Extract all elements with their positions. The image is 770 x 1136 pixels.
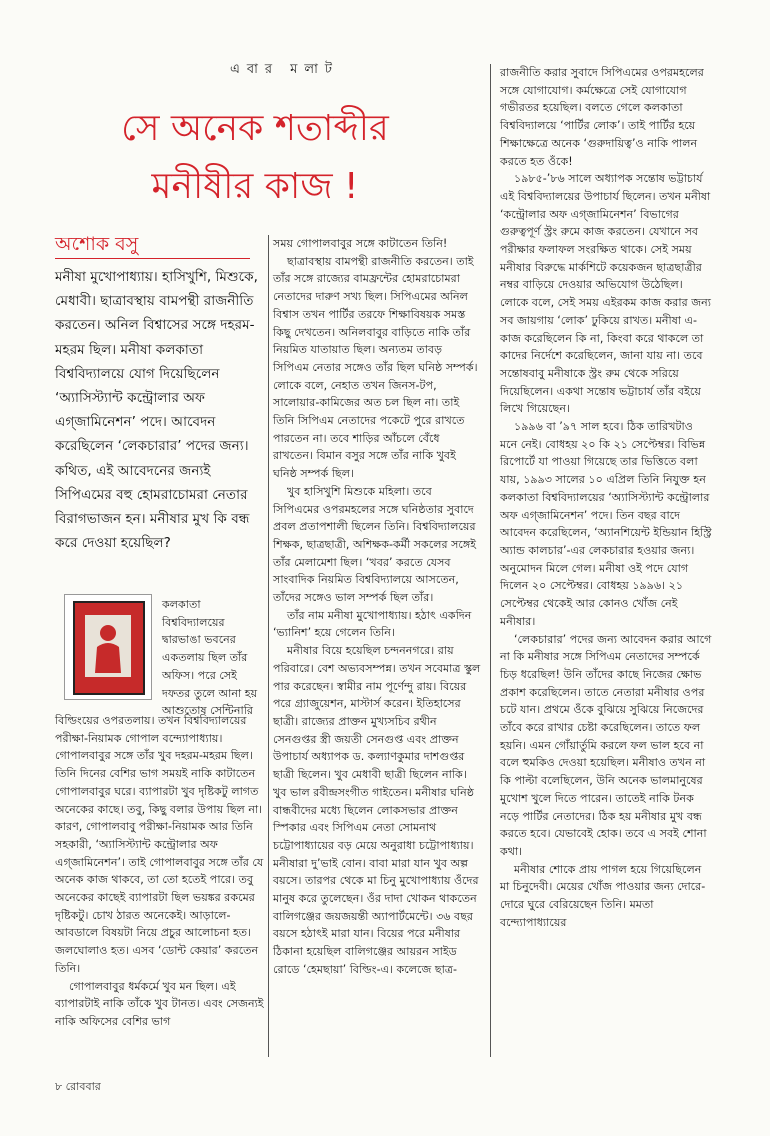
column-1 bbox=[55, 712, 265, 1031]
person-silhouette-icon bbox=[85, 615, 131, 677]
section-kicker: এবার মলাট bbox=[230, 62, 339, 77]
paragraph: তাঁর নাম মনীষা মুখোপাধ্যায়। হঠাৎ একদিন ‘ভ্যানিশ’ হয়ে গেলেন তিনি। bbox=[273, 608, 472, 640]
paragraph: ১৯৯৬ বা ’৯৭ সাল হবে। ঠিক তারিখটাও মনে নেই। বোধহয় ২০ কি ২১ সেপ্টেম্বর। বিভিন্ন রিপোর্টে যা পাওয়া গিয়েছে তার ভিত্তিতে বলা যায়, ১৯৯৩ সালের ১০ এপ্রিল তিনি নিযুক্ত হন কলকাতা বিশ্ববিদ্যালয়ের ‘অ্যাসিস্ট্যান্ট কন্ট্রোলার অফ এগ্জামিনেশন’ পদে। তিন বছর বাদে আবেদন করেছিলেন, ‘অ্যানশিয়েন্ট ইন্ডিয়ান হিস্ট্রি অ্যান্ড কালচার’-এর লেকচারার হওয়ার জন্য। অনুমোদন মিলে গেল। মনীষা ওই পদে যোগ দিলেন ২০ সেপ্টেম্বর। বোধহয় ১৯৯৬। ২১ সেপ্টেম্বর থেকেই আর কোনও খোঁজ নেই মনীষার। bbox=[500, 420, 712, 628]
paragraph: ১৯৮৫-’৮৬ সালে অধ্যাপক সন্তোষ ভট্টাচার্য এই বিশ্ববিদ্যালয়ের উপাচার্য ছিলেন। তখন মনীষা ‘কন্ট্রোলার অফ এগ্জামিনেশন’ বিভাগের গুরুত্বপূর্ণ স্ট্রং রুমে কাজ করতেন। যেখানে সব পরীক্ষার ফলাফল সংরক্ষিত থাকে। সেই সময় মনীষার বিরুদ্ধে মার্কশিটে কয়েকজন ছাত্রছাত্রীর নম্বর বাড়িয়ে দেওয়ার অভিযোগ উঠেছিল। লোকে বলে, সেই সময় এইরকম কাজ করার জন্য সব জায়গায় ‘লোক’ ঢুকিয়ে রাখত। মনীষা এ-কাজ করেছিলেন কি না, কিংবা করে থাকলে তা কাদের নির্দেশে করেছিলেন, জানা যায় না। তবে সন্তোষবাবু মনীষাকে স্ট্রং রুম থেকে সরিয়ে দিয়েছিলেন। একথা সন্তোষ ভট্টাচার্য তাঁর বইয়ে লিখে গিয়েছেন। bbox=[500, 172, 712, 416]
paragraph: সময় গোপালবাবুর সঙ্গে কাটাতেন তিনি! bbox=[273, 237, 448, 250]
column-divider bbox=[268, 235, 269, 1057]
paragraph: মনীষার শোকে প্রায় পাগল হয়ে গিয়েছিলেন মা চিনুদেবী। মেয়ের খোঁজ পাওয়ার জন্য দোরে-দোরে ঘুরে বেরিয়েছেন তিনি। মমতা বন্দ্যোপাধ্যায়ের bbox=[500, 862, 706, 929]
column-3 bbox=[500, 64, 712, 931]
column-1-wrap-text bbox=[162, 596, 264, 720]
lead-paragraph: মনীষা মুখোপাধ্যায়। হাসিখুশি, মিশুকে, মেধাবী। ছাত্রাবস্থায় বামপন্থী রাজনীতি করতেন। অনিল বিশ্বাসের সঙ্গে দহরম-মহরম ছিল। মনীষা কলকাতা বিশ্ববিদ্যালয়ে যোগ দিয়েছিলেন ‘অ্যাসিস্ট্যান্ট কন্ট্রোলার অফ এগ্জামিনেশন’ পদে। আবেদন করেছিলেন ‘লেকচারার’ পদের জন্য। কথিত, এই আবেদনের জন্যই সিপিএমের বহু হোমরাচোমরা নেতার বিরাগভাজন হন। মনীষার মুখ কি বন্ধ করে দেওয়া হয়েছিল? bbox=[55, 269, 258, 552]
paragraph: খুব হাসিখুশি মিশুকে মহিলা। তবে সিপিএমের ওপরমহলের সঙ্গে ঘনিষ্ঠতার সুবাদে প্রবল প্রতাপশালী ছিলেন তিনি। বিশ্ববিদ্যালয়ের শিক্ষক, ছাত্রছাত্রী, অশিক্ষক-কর্মী সকলের সঙ্গেই তাঁর মেলামেশা ছিল। ‘খবর’ করতে যেসব সাংবাদিক নিয়মিত বিশ্ববিদ্যালয়ে আসতেন, তাঁদের সঙ্গেও ভাল সম্পর্ক ছিল তাঁর। bbox=[273, 484, 477, 605]
portrait-photo-icon bbox=[64, 594, 152, 700]
headline-line-1: সে অনেক শতাব্দীর bbox=[121, 108, 389, 149]
photo-frame bbox=[73, 601, 145, 695]
column-divider bbox=[490, 64, 491, 1057]
photo-inner bbox=[85, 615, 131, 677]
paragraph: বিল্ডিংয়ের ওপরতলায়। তখন বিশ্ববিদ্যালয়ের পরীক্ষা-নিয়ামক গোপাল বন্দ্যোপাধ্যায়। গোপালবাবুর সঙ্গে তাঁর খুব দহরম-মহরম ছিল। তিনি দিনের বেশির ভাগ সময়ই নাকি কাটাতেন গোপালবাবুর ঘরে। ব্যাপারটা খুব দৃষ্টিকটু লাগত অনেকের কাছে। তবু, কিছু বলার উপায় ছিল না। কারণ, গোপালবাবু পরীক্ষা-নিয়ামক আর তিনি সহকারী, ‘অ্যাসিস্ট্যান্ট কন্ট্রোলার অফ এগ্জামিনেশন’। তাই গোপালবাবুর সঙ্গে তাঁর যে অনেক কাজ থাকবে, তা তো হতেই পারে। তবু অনেকের কাছেই ব্যাপারটা ছিল ভয়ঙ্কর রকমের দৃষ্টিকটু। চোখ ঠারত অনেকেই। আড়ালে-আবডালে বিষয়টা নিয়ে প্রচুর আলোচনা হত। জলঘোলাও হত। এসব ‘ডোন্ট কেয়ার’ করতেন তিনি। bbox=[55, 714, 264, 975]
paragraph: গোপালবাবুর ধর্মকর্মে খুব মন ছিল। এই ব্যাপারটাই নাকি তাঁকে খুব টানত। এবং সেজন্যই নাকি অফিসের বেশির ভাগ bbox=[55, 979, 264, 1028]
author-byline: অশোক বসু bbox=[55, 233, 139, 255]
page-folio: ৮ রোববার bbox=[55, 1080, 101, 1093]
column-2 bbox=[273, 235, 481, 979]
paragraph: ‘লেকচারার’ পদের জন্য আবেদন করার আগে না কি মনীষার সঙ্গে সিপিএম নেতাদের সম্পর্কে চিড় ধরেছিল! উনি তাঁদের কাছে নিজের ক্ষোভ প্রকাশ করেছিলেন। তাতে নেতারা মনীষার ওপর চটে যান। প্রথমে ওঁকে বুঝিয়ে সুঝিয়ে নিজেদের তাঁবে করে রাখার চেষ্টা করেছিলেন। তাতে ফল হয়নি। এমন গোঁয়ার্তুমি করলে ফল ভাল হবে না বলে হুমকিও দেওয়া হয়েছিল। মনীষাও তখন না কি পাল্টা বলেছিলেন, উনি অনেক ভালমানুষের মুখোশ খুলে দিতে পারেন। তাতেই নাকি টনক নড়ে পার্টির নেতাদের। ঠিক হয় মনীষার মুখ বন্ধ করতে হবে। যেভাবেই হোক। তবে এ সবই শোনা কথা। bbox=[500, 632, 712, 858]
paragraph: ছাত্রাবস্থায় বামপন্থী রাজনীতি করতেন। তাই তাঁর সঙ্গে রাজ্যের বামফ্রন্টের হোমরাচোমরা নেতাদের দারুণ সখ্য ছিল। সিপিএমের অনিল বিশ্বাস তখন পার্টির তরফে শিক্ষাবিষয়ক সমস্ত কিছু দেখতেন। অনিলবাবুর বাড়িতে নাকি তাঁর নিয়মিত যাতায়াত ছিল। অন্যতম তাবড় সিপিএম নেতার সঙ্গেও তাঁর ছিল ঘনিষ্ঠ সম্পর্ক। লোকে বলে, নেহাত তখন জিনস-টপ, সালোয়ার-কামিজের অত চল ছিল না। তাই তিনি সিপিএম নেতাদের পকেটে পুরে রাখতে পারতেন না। তবে শাড়ির আঁচলে বেঁধে রাখতেন। বিমান বসুর সঙ্গে তাঁর নাকি খুবই ঘনিষ্ঠ সম্পর্ক ছিল। bbox=[273, 254, 478, 481]
headline bbox=[40, 100, 470, 216]
byline-divider bbox=[55, 258, 250, 259]
headline-line-2: মনীষীর কাজ ! bbox=[151, 166, 359, 207]
paragraph: রাজনীতি করার সুবাদে সিপিএমের ওপরমহলের সঙ্গে যোগাযোগ। কর্মক্ষেত্রে সেই যোগাযোগ গভীরতর হয়েছিল। বলতে গেলে কলকাতা বিশ্ববিদ্যালয়ে ‘পার্টির লোক’। তাই পার্টির হয়ে শিক্ষাক্ষেত্রে অনেক ‘গুরুদায়িত্ব’ও নাকি পালন করতে হত ওঁকে! bbox=[500, 66, 704, 168]
paragraph: মনীষার বিয়ে হয়েছিল চন্দননগরে। রায় পরিবারে। বেশ অভ্যবসম্পন্ন। তখন সবেমাত্র স্কুল পার করেছেন। স্বামীর নাম পূর্ণেন্দু রায়। বিয়ের পরে গ্র্যাজুয়েশন, মাস্টার্স করেন। ইতিহাসের ছাত্রী। রাজ্যের প্রাক্তন মুখ্যসচিব রথীন সেনগুপ্তর স্ত্রী জয়তী সেনগুপ্ত এবং প্রাক্তন উপাচার্য অধ্যাপক ড. কল্যাণকুমার দাশগুপ্তর ছাত্রী ছিলেন। খুব মেধাবী ছাত্রী ছিলেন নাকি। খুব ভাল রবীন্দ্রসংগীত গাইতেন। মনীষার ঘনিষ্ঠ বান্ধবীদের মধ্যে ছিলেন লোকসভার প্রাক্তন স্পিকার এবং সিপিএম নেতা সোমনাথ চট্টোপাধ্যায়ের বড় মেয়ে অনুরাধা চট্টোপাধ্যায়। মনীষারা দু’ভাই বোন। বাবা মারা যান খুব অল্প বয়সে। তারপর থেকে মা চিনু মুখোপাধ্যায় ওঁদের মানুষ করে তুলেছেন। ওঁর দাদা খোকন থাকতেন বালিগঞ্জের জয়জয়ন্তী অ্যাপার্টমেন্টে। ৩৬ বছর বয়সে হঠাৎই মারা যান। বিয়ের পরে মনীষার ঠিকানা হয়েছিল বালিগঞ্জের আয়রন সাইড রোডে ‘হেমছায়া’ বিল্ডিং-এ। কলেজে ছাত্র- bbox=[273, 644, 481, 976]
paragraph: কলকাতা বিশ্ববিদ্যালয়ের দ্বারভাঙা ভবনের একতলায় ছিল তাঁর অফিস। পরে সেই দফতর তুলে আনা হয় আশুতোষ সেন্টিনারি bbox=[162, 598, 258, 718]
